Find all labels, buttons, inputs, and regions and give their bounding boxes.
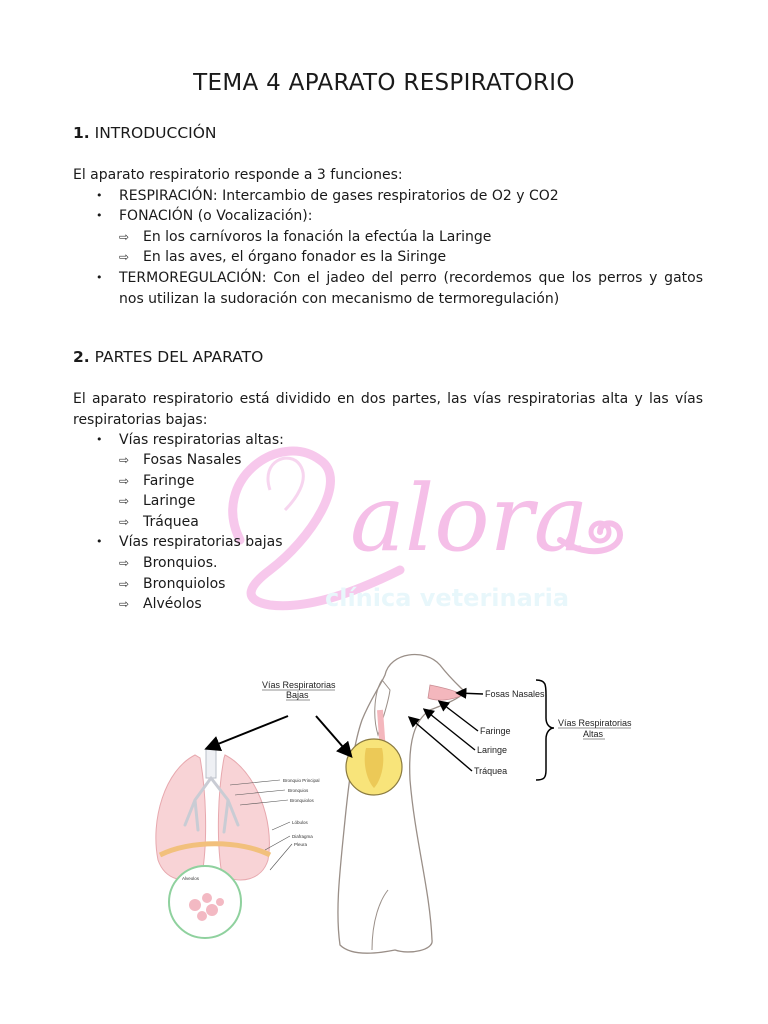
arrow-to-chest (316, 716, 350, 755)
section-2-heading (73, 348, 263, 366)
list-item (119, 491, 195, 512)
dog-label-fosas-nasales: Fosas Nasales (485, 689, 545, 699)
respiratory-diagram (140, 640, 660, 980)
lung-label: Lóbulos (292, 820, 308, 825)
list-item (119, 574, 225, 595)
lung-label: Pleura (294, 842, 308, 847)
lung-label: Diafragma (292, 834, 313, 839)
arrow-to-lungs (208, 716, 288, 748)
arrow-bullet-icon: ⇨ (119, 474, 130, 488)
dog-illustration (338, 655, 465, 954)
arrow-bullet-icon: ⇨ (119, 515, 130, 529)
bullet-marker: • (96, 271, 103, 284)
section-1-intro: El aparato respiratorio responde a 3 funciones: (73, 167, 403, 183)
bullet-marker: • (96, 433, 103, 446)
list-item (119, 553, 217, 574)
bullet-marker: • (96, 535, 103, 548)
document-title: TEMA 4 APARATO RESPIRATORIO (193, 70, 575, 96)
lungs-illustration (156, 748, 270, 880)
dog-label-traquea: Tráquea (474, 766, 508, 776)
arrow-bullet-icon: ⇨ (119, 250, 130, 264)
bullet-marker: • (96, 189, 103, 202)
arrow-bullet-icon: ⇨ (119, 494, 130, 508)
bullet-termoregulacion: TERMOREGULACIÓN: Con el jadeo del perro (recordemos que los perros y gatos nos utilizan la sudoración con mecanismo de termoregulación) (119, 270, 703, 307)
arrow-bullet-icon: ⇨ (119, 230, 130, 244)
bullet-marker: • (96, 209, 103, 222)
watermark-subtitle: clínica veterinaria (325, 584, 570, 612)
lung-label: Bronquiolos (290, 798, 314, 803)
section-2-number: 2. (73, 348, 90, 366)
section-1-heading (73, 124, 217, 142)
sub-bullet-text: En las aves, el órgano fonador es la Siringe (143, 249, 447, 265)
sub-bullet-carnivoros (119, 227, 491, 248)
section-2-title: PARTES DEL APARATO (94, 348, 264, 366)
arrow-bullet-icon: ⇨ (119, 577, 130, 591)
watermark-logo-text: alora (350, 465, 589, 572)
bullet-vias-altas: Vías respiratorias altas: (119, 432, 284, 448)
arrow-bullet-icon: ⇨ (119, 453, 130, 467)
list-item-text: Bronquios. (143, 555, 218, 571)
list-item-text: Laringe (143, 493, 196, 509)
label-vias-altas-line2: Altas (583, 729, 604, 739)
list-item-text: Faringe (143, 473, 195, 489)
bullet-vias-bajas: Vías respiratorias bajas (119, 534, 283, 550)
label-vias-bajas-line1: Vías Respiratorias (262, 680, 336, 690)
label-vias-bajas-line2: Bajas (286, 690, 309, 700)
dog-label-laringe: Laringe (477, 745, 508, 755)
list-item (119, 512, 199, 533)
section-1-number: 1. (73, 124, 90, 142)
sub-bullet-aves (119, 247, 446, 268)
sub-bullet-text: En los carnívoros la fonación la efectúa la Laringe (143, 229, 492, 245)
list-item (119, 450, 241, 471)
bullet-fonacion: FONACIÓN (o Vocalización): (119, 208, 313, 224)
list-item-text: Alvéolos (143, 596, 202, 612)
section-2-intro: El aparato respiratorio está dividido en dos partes, las vías respiratorias alta y las vías respiratorias bajas: (73, 391, 703, 428)
list-item (119, 471, 194, 492)
lung-label: Bronquio Principal (283, 778, 320, 783)
lung-label-alveolos: Alveolos (182, 876, 200, 881)
list-item-text: Tráquea (143, 514, 199, 530)
arrow-bullet-icon: ⇨ (119, 597, 130, 611)
dog-label-faringe: Faringe (480, 726, 511, 736)
lung-label: Bronquios (288, 788, 309, 793)
list-item (119, 594, 202, 615)
bullet-respiracion: RESPIRACIÓN: Intercambio de gases respiratorios de O2 y CO2 (119, 188, 559, 204)
arrow-bullet-icon: ⇨ (119, 556, 130, 570)
alveoli-illustration (169, 866, 241, 938)
section-1-title: INTRODUCCIÓN (94, 124, 217, 142)
label-vias-altas-line1: Vías Respiratorias (558, 718, 632, 728)
list-item-text: Bronquiolos (143, 576, 226, 592)
list-item-text: Fosas Nasales (143, 452, 242, 468)
